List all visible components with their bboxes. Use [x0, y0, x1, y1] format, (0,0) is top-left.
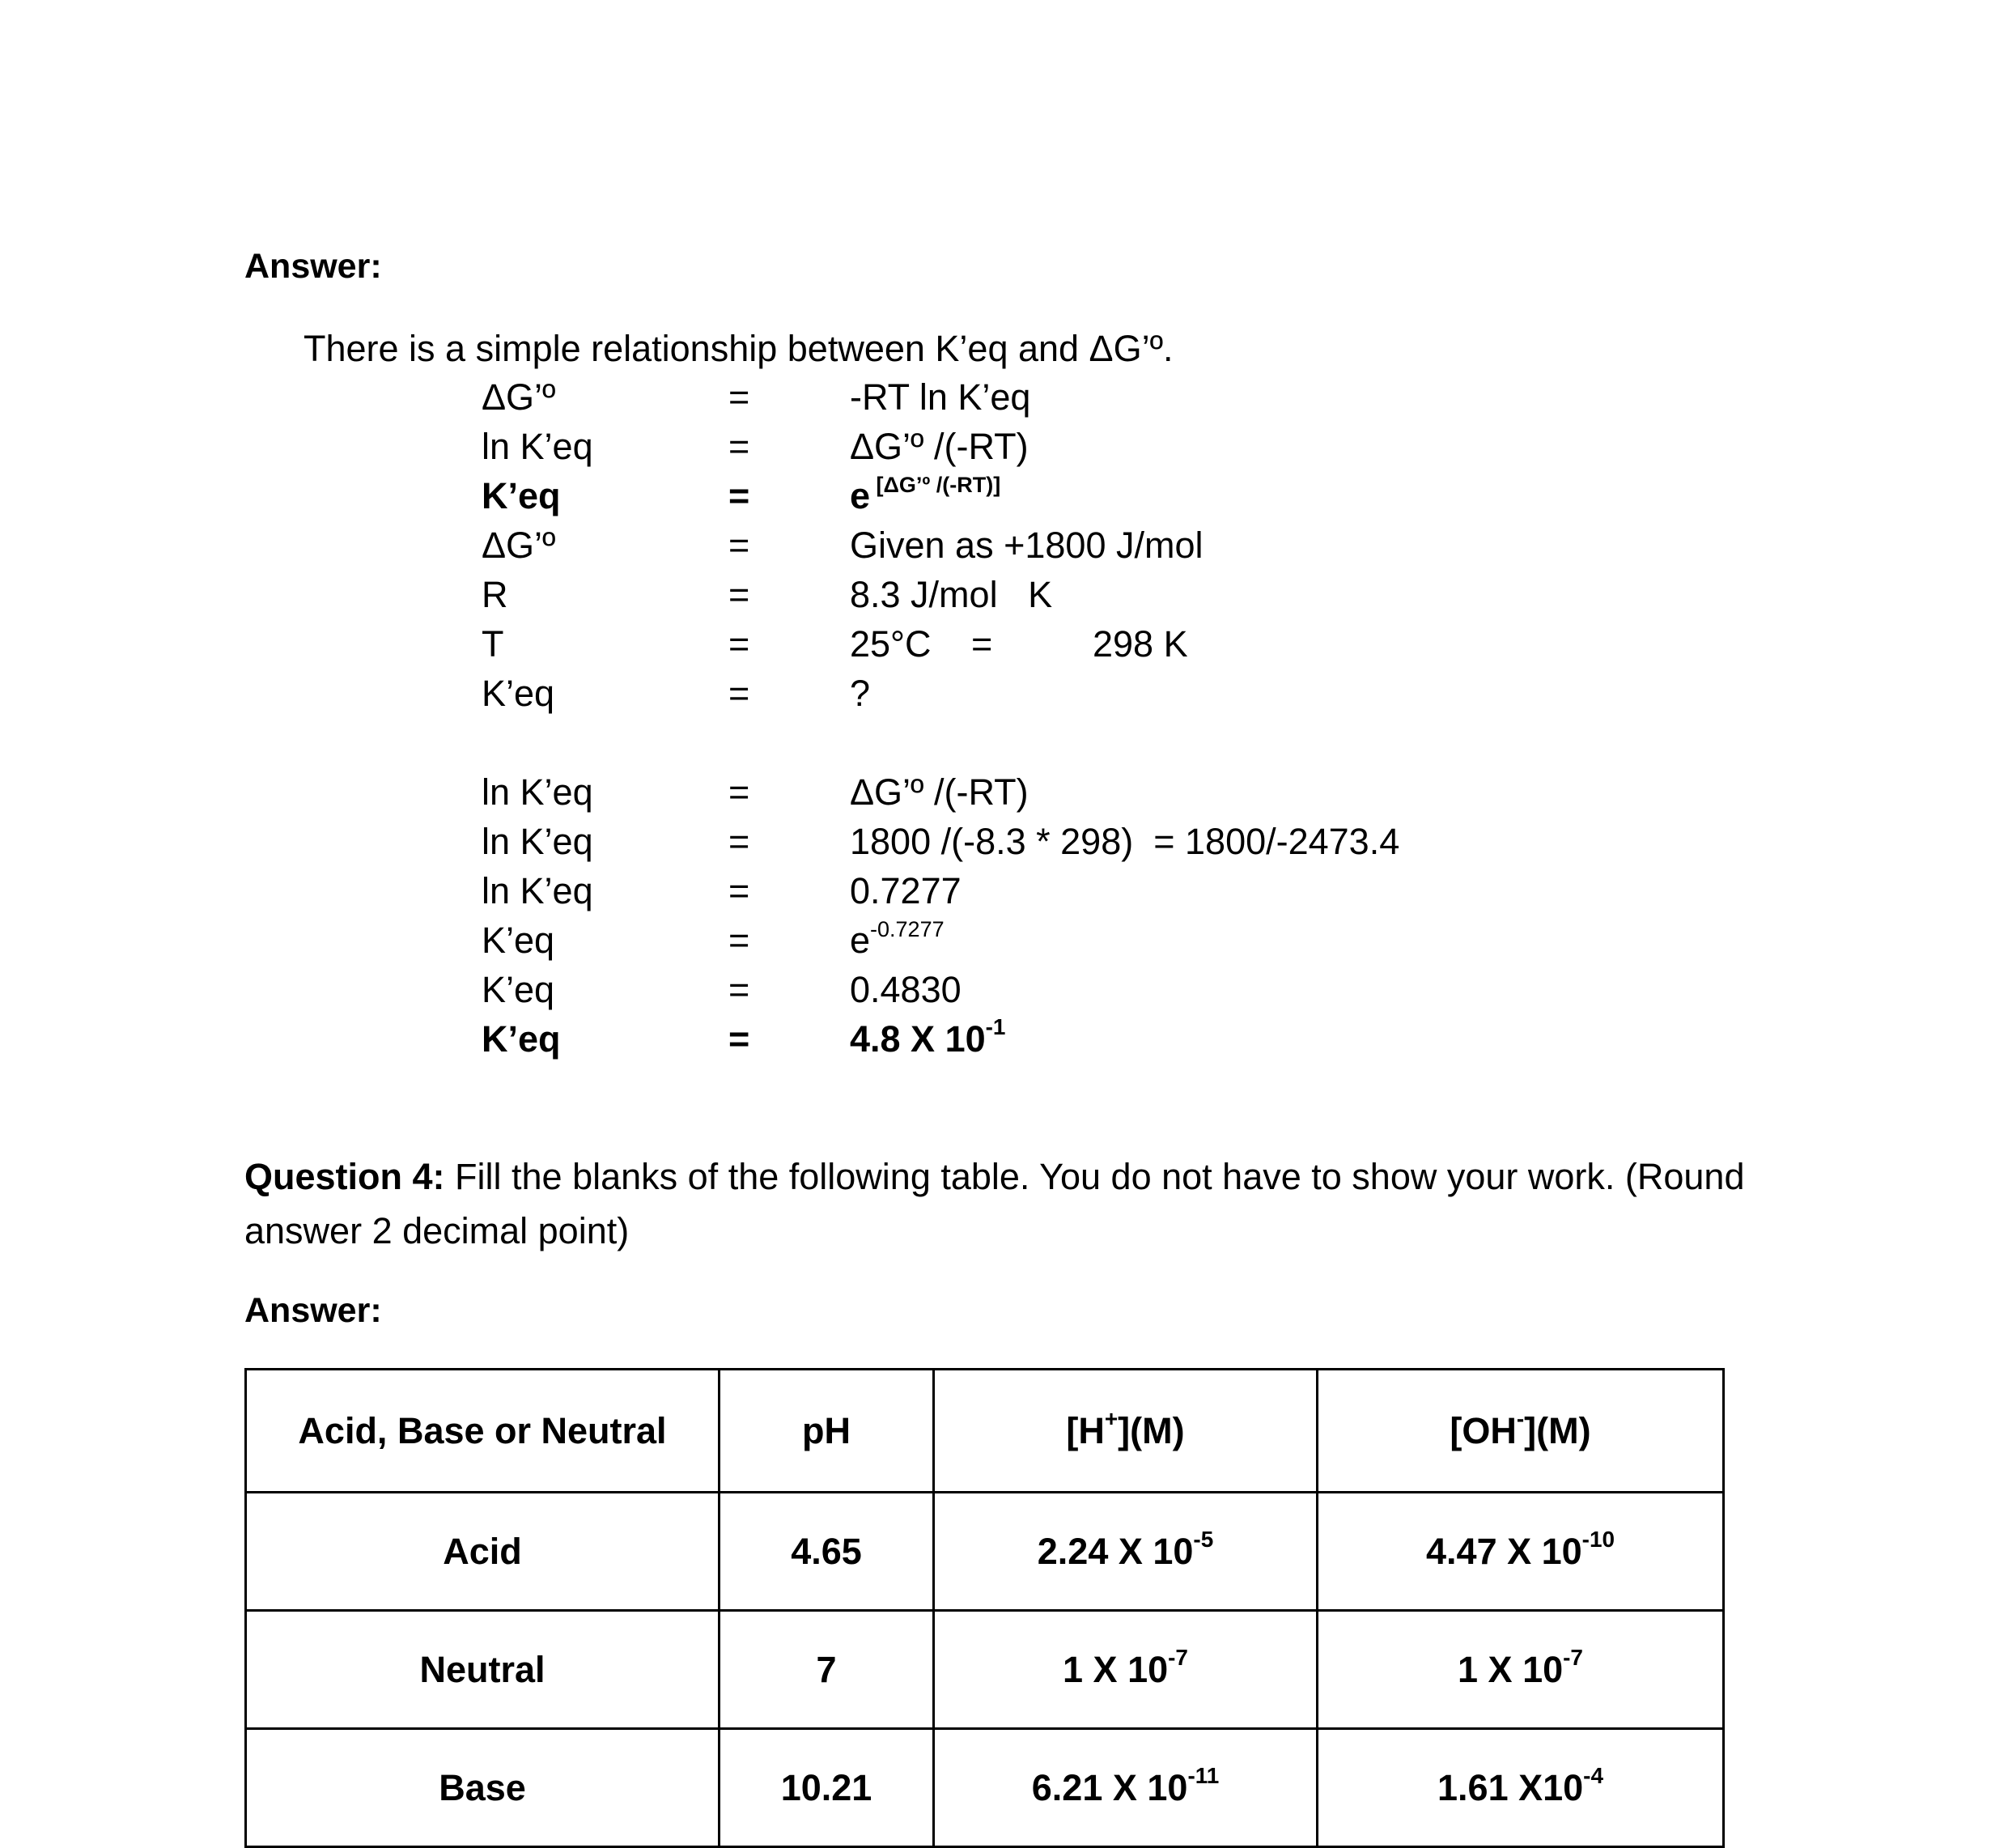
calc-equals-secondary: =: [971, 623, 993, 665]
header-oh-concentration: [1318, 1370, 1724, 1493]
calc-lhs: R: [482, 574, 508, 615]
calc-rhs: 8.3 J/mol K: [850, 574, 1053, 615]
cell-h: [934, 1493, 1318, 1611]
cell-oh-base: 1.61 X10: [1437, 1766, 1584, 1808]
cell-oh-sup: -10: [1581, 1526, 1615, 1552]
cell-h-sup: -5: [1193, 1526, 1214, 1552]
cell-h-sup: -11: [1187, 1762, 1220, 1788]
calc-lhs: K’eq: [482, 475, 561, 516]
cell-ph: 10.21: [720, 1729, 934, 1847]
table-row: [246, 1493, 1724, 1611]
calc-equals: =: [728, 623, 750, 665]
cell-oh: [1318, 1611, 1724, 1729]
calc-rhs: [850, 472, 1001, 517]
question-4-text: Fill the blanks of the following table. You do not have to show your work. (Round: [444, 1156, 1745, 1197]
calc-lhs: K’eq: [482, 920, 555, 961]
calc-lhs: K’eq: [482, 1018, 561, 1060]
calc-converted-value: 298 K: [1093, 623, 1188, 665]
calc-rhs: ?: [850, 673, 871, 714]
question-4-line-1: [244, 1156, 1745, 1198]
calc-equals: =: [728, 475, 750, 516]
header-oh-sup: -: [1516, 1405, 1525, 1431]
calc-rhs: ΔG’º /(-RT): [850, 771, 1029, 813]
calc-lhs: ln K’eq: [482, 870, 593, 911]
cell-h-base: 6.21 X 10: [1031, 1766, 1188, 1808]
cell-oh-sup: -4: [1583, 1762, 1603, 1788]
calc-rhs: [850, 1014, 1006, 1060]
table-header-row: [246, 1370, 1724, 1493]
table-row: [246, 1611, 1724, 1729]
calc-rhs: 0.7277: [850, 870, 962, 911]
cell-oh-base: 4.47 X 10: [1426, 1530, 1582, 1572]
header-type: Acid, Base or Neutral: [246, 1370, 720, 1493]
cell-oh-sup: -7: [1563, 1644, 1583, 1670]
header-ph: pH: [720, 1370, 934, 1493]
cell-h-sup: -7: [1168, 1644, 1188, 1670]
calc-rhs: [850, 916, 945, 962]
calc-lhs: ln K’eq: [482, 821, 593, 862]
calc-equals: =: [728, 673, 750, 714]
calc-rhs: -RT ln K’eq: [850, 376, 1031, 418]
cell-type: Neutral: [246, 1611, 720, 1729]
exponent: -0.7277: [870, 916, 945, 941]
calc-lhs: K’eq: [482, 673, 555, 714]
calc-lhs: ln K’eq: [482, 771, 593, 813]
calc-equals: =: [728, 1018, 750, 1060]
calc-lhs: ΔG’º: [482, 376, 556, 418]
calc-rhs: Given as +1800 J/mol: [850, 525, 1204, 566]
question-4-label: Question 4:: [244, 1156, 445, 1197]
answer-heading: Answer:: [244, 247, 382, 286]
calc-rhs: 25°C: [850, 623, 932, 665]
calc-equals: =: [728, 426, 750, 467]
cell-h-base: 1 X 10: [1063, 1648, 1169, 1690]
exponent-base: e: [850, 920, 871, 961]
calc-rhs: ΔG’º /(-RT): [850, 426, 1029, 467]
calc-equals: =: [728, 969, 750, 1010]
calc-lhs: K’eq: [482, 969, 555, 1010]
cell-ph: 4.65: [720, 1493, 934, 1611]
exponent-base: e: [850, 475, 871, 516]
exponent: [ΔG’º /(-RT)]: [870, 472, 1001, 497]
ph-table: [244, 1368, 1725, 1848]
calc-lhs: T: [482, 623, 504, 665]
cell-type: Base: [246, 1729, 720, 1847]
intro-sentence: There is a simple relationship between K’eq and ΔG’º.: [304, 328, 1174, 369]
header-h-sup: +: [1104, 1405, 1119, 1431]
cell-oh-base: 1 X 10: [1458, 1648, 1564, 1690]
calc-lhs: ΔG’º: [482, 525, 556, 566]
calc-equals: =: [728, 771, 750, 813]
calc-rhs: 1800 /(-8.3 * 298) = 1800/-2473.4: [850, 821, 1400, 862]
exponent: -1: [985, 1014, 1006, 1040]
calc-equals: =: [728, 870, 750, 911]
header-h-tail: ](M): [1118, 1409, 1185, 1451]
calc-equals: =: [728, 821, 750, 862]
cell-ph: 7: [720, 1611, 934, 1729]
calc-equals: =: [728, 920, 750, 961]
header-oh-base: [OH: [1450, 1409, 1517, 1451]
cell-oh: [1318, 1729, 1724, 1847]
header-h-concentration: [934, 1370, 1318, 1493]
cell-h: [934, 1611, 1318, 1729]
header-h-base: [H: [1066, 1409, 1105, 1451]
exponent-base: 4.8 X 10: [850, 1018, 986, 1060]
cell-oh: [1318, 1493, 1724, 1611]
calc-equals: =: [728, 525, 750, 566]
question-4-line-2: answer 2 decimal point): [244, 1210, 630, 1251]
calc-equals: =: [728, 376, 750, 418]
cell-h: [934, 1729, 1318, 1847]
answer-heading-2: Answer:: [244, 1291, 382, 1330]
cell-h-base: 2.24 X 10: [1037, 1530, 1194, 1572]
calc-lhs: ln K’eq: [482, 426, 593, 467]
table-row: [246, 1729, 1724, 1847]
cell-type: Acid: [246, 1493, 720, 1611]
header-oh-tail: ](M): [1524, 1409, 1591, 1451]
calc-equals: =: [728, 574, 750, 615]
calc-rhs: 0.4830: [850, 969, 962, 1010]
